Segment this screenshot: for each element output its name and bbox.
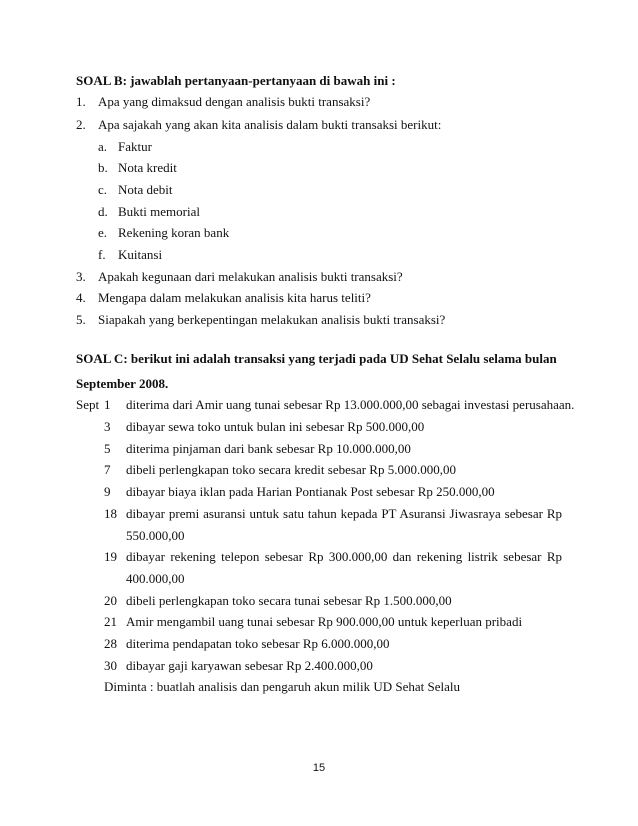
transaction-text: diterima pendapatan toko sebesar Rp 6.000.000,00 xyxy=(126,636,390,651)
question-1-number: 1. xyxy=(76,94,86,109)
transaction-day: 21 xyxy=(104,614,117,629)
soal-b-heading: SOAL B: jawablah pertanyaan-pertanyaan di bawah ini : xyxy=(76,73,396,88)
transaction-text: Amir mengambil uang tunai sebesar Rp 900.000,00 untuk keperluan pribadi xyxy=(126,614,523,629)
transaction-text: dibeli perlengkapan toko secara kredit sebesar Rp 5.000.000,00 xyxy=(126,462,456,477)
subitem-a-text: Faktur xyxy=(118,139,152,154)
transaction-text: dibayar gaji karyawan sebesar Rp 2.400.000,00 xyxy=(126,658,373,673)
soal-c-heading-line2: September 2008. xyxy=(76,376,169,391)
transaction-day: 5 xyxy=(104,441,111,456)
subitem-e-letter: e. xyxy=(98,225,108,240)
question-4-number: 4. xyxy=(76,290,86,305)
transaction-day: 19 xyxy=(104,549,117,564)
transaction-text-continuation: 400.000,00 xyxy=(126,571,185,586)
subitem-d-text: Bukti memorial xyxy=(118,204,200,219)
question-3-text: Apakah kegunaan dari melakukan analisis bukti transaksi? xyxy=(98,269,403,284)
transaction-day: 3 xyxy=(104,419,111,434)
subitem-a-letter: a. xyxy=(98,139,108,154)
month-label: Sept xyxy=(76,397,100,412)
transaction-day: 7 xyxy=(104,462,111,477)
subitem-b-text: Nota kredit xyxy=(118,160,177,175)
transaction-day: 1 xyxy=(104,397,111,412)
question-5-text: Siapakah yang berkepentingan melakukan analisis bukti transaksi? xyxy=(98,312,446,327)
transaction-day: 9 xyxy=(104,484,111,499)
soal-c-heading-line1: SOAL C: berikut ini adalah transaksi yang terjadi pada UD Sehat Selalu selama bulan xyxy=(76,351,557,366)
transaction-text: diterima pinjaman dari bank sebesar Rp 10.000.000,00 xyxy=(126,441,411,456)
transaction-text: dibeli perlengkapan toko secara tunai sebesar Rp 1.500.000,00 xyxy=(126,593,452,608)
question-4-text: Mengapa dalam melakukan analisis kita harus teliti? xyxy=(98,290,371,305)
transaction-day: 20 xyxy=(104,593,117,608)
subitem-f-text: Kuitansi xyxy=(118,247,163,262)
transaction-text: diterima dari Amir uang tunai sebesar Rp 13.000.000,00 sebagai investasi perusahaan. xyxy=(126,397,575,412)
transaction-day: 28 xyxy=(104,636,117,651)
question-5-number: 5. xyxy=(76,312,86,327)
subitem-c-text: Nota debit xyxy=(118,182,173,197)
transaction-text-continuation: 550.000,00 xyxy=(126,528,185,543)
question-2-number: 2. xyxy=(76,117,86,132)
transaction-text: dibayar sewa toko untuk bulan ini sebesar Rp 500.000,00 xyxy=(126,419,425,434)
question-2-text: Apa sajakah yang akan kita analisis dalam bukti transaksi berikut: xyxy=(98,117,442,132)
transaction-text: dibayar rekening telepon sebesar Rp 300.000,00 dan rekening listrik sebesar Rp xyxy=(126,549,562,564)
question-1-text: Apa yang dimaksud dengan analisis bukti transaksi? xyxy=(98,94,371,109)
page-number: 15 xyxy=(312,762,326,774)
transaction-day: 18 xyxy=(104,506,117,521)
transaction-text: dibayar premi asuransi untuk satu tahun kepada PT Asuransi Jiwasraya sebesar Rp xyxy=(126,506,562,521)
subitem-e-text: Rekening koran bank xyxy=(118,225,230,240)
subitem-d-letter: d. xyxy=(98,204,108,219)
transaction-day: 30 xyxy=(104,658,117,673)
subitem-b-letter: b. xyxy=(98,160,108,175)
subitem-c-letter: c. xyxy=(98,182,108,197)
subitem-f-letter: f. xyxy=(98,247,106,262)
transaction-text: dibayar biaya iklan pada Harian Pontianak Post sebesar Rp 250.000,00 xyxy=(126,484,495,499)
question-3-number: 3. xyxy=(76,269,86,284)
instruction-text: Diminta : buatlah analisis dan pengaruh akun milik UD Sehat Selalu xyxy=(104,679,460,694)
